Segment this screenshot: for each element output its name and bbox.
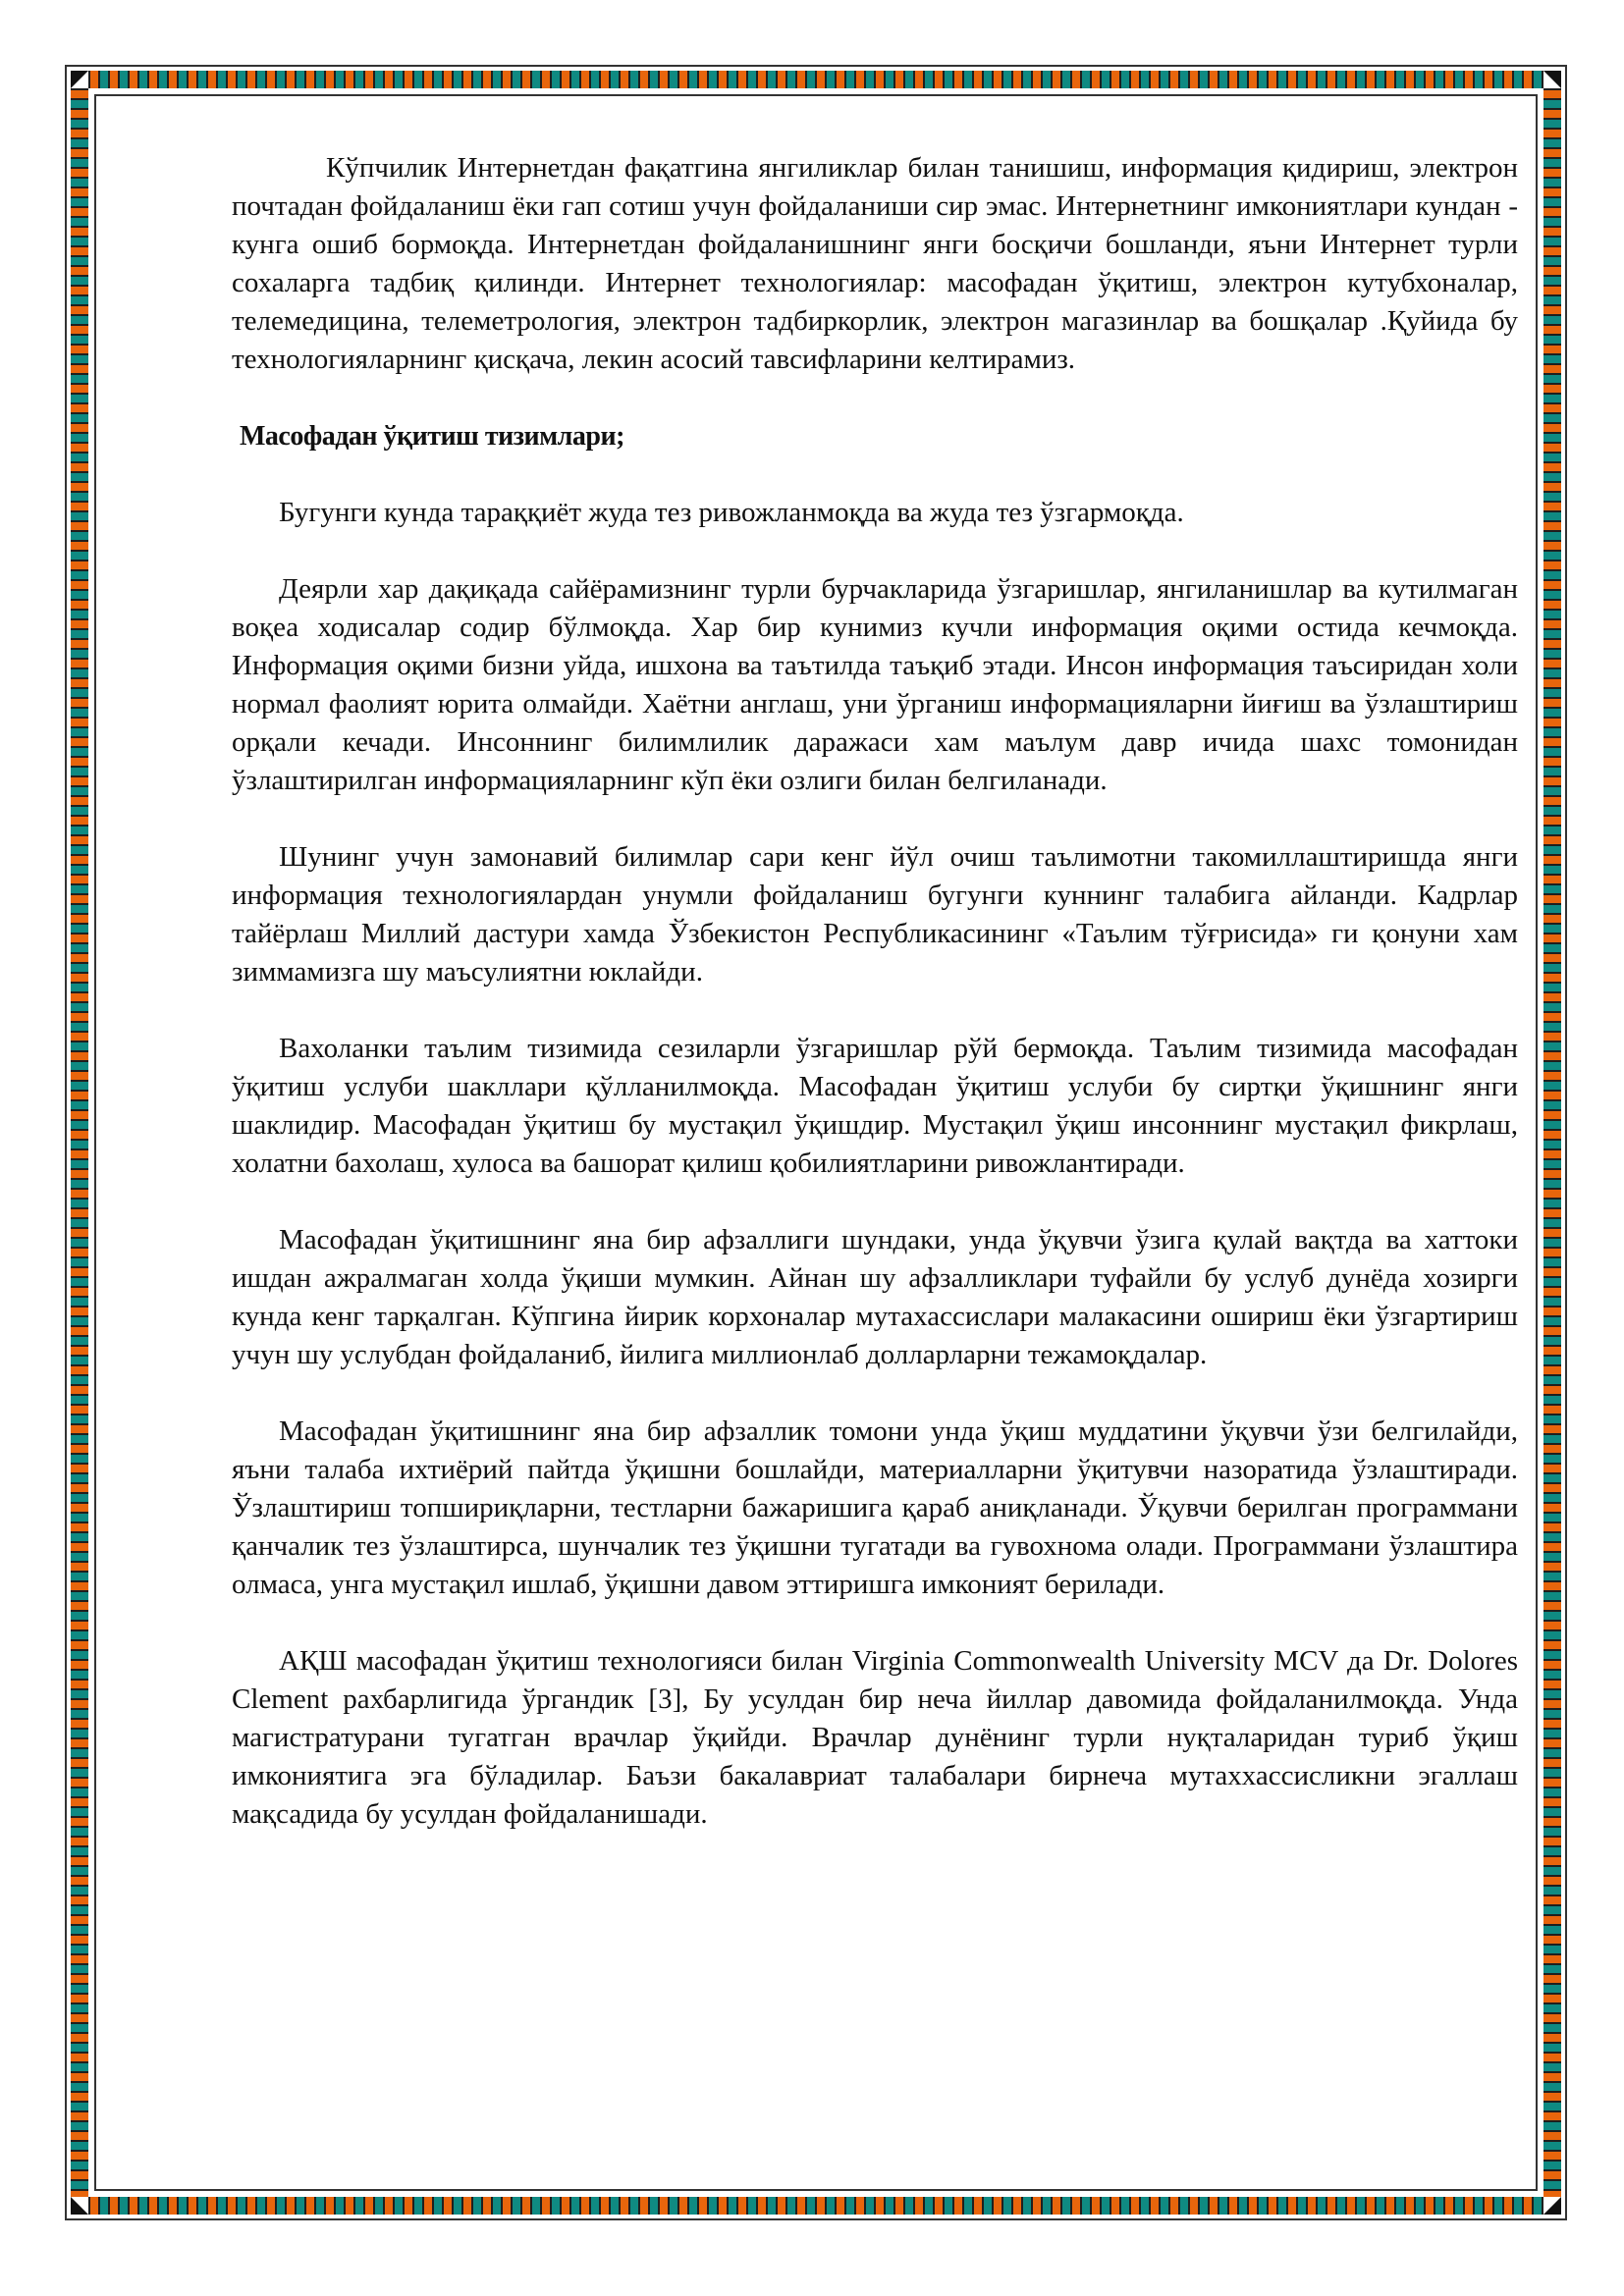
decorative-border-bottom	[71, 2197, 1561, 2215]
body-paragraph: Масофадан ўқитишнинг яна бир афзаллик томони унда ўқиш муддатини ўқувчи ўзи белгилайди, яъни талаба ихтиёрий пайтда ўқишни бошлайди, материалларни ўқитувчи назоратида ўзлаштиради. Ўзлаштириш топшириқларни, тестларни бажаришига қараб аниқланади. Ўқувчи берилган программани қанчалик тез ўзлаштирса, шунчалик тез ўқишни тугатади ва гувохнома олади. Программани ўзлаштира олмаса, унга мустақил ишлаб, ўқишни давом эттиришга имконият берилади.	[232, 1415, 1518, 1600]
body-paragraph: АҚШ масофадан ўқитиш технологияси билан Virginia Commonwealth University MCV да Dr. Dolores Clement рахбарлигида ўргандик [3], Бу усулдан бир неча йиллар давомида фойдаланилмоқда. Унда магистратурани тугатган врачлар ўқийди. Врачлар дунёнинг турли нуқталаридан туриб ўқиш имкониятига эга бўладилар. Баъзи бакалавриат талабалари бирнеча мутаххассисликни эгаллаш мақсадида бу усулдан фойдаланишади.	[232, 1645, 1518, 1830]
body-paragraph: Бугунги кунда тараққиёт жуда тез ривожланмоқда ва жуда тез ўзгармоқда.	[279, 497, 1184, 528]
body-paragraph: Деярли хар дақиқада сайёрамизнинг турли бурчакларида ўзгаришлар, янгиланишлар ва кутилмаган воқеа ходисалар содир бўлмоқда. Хар бир кунимиз кучли информация оқими остида кечмоқда. Информация оқими бизни уйда, ишхона ва таътилда таъқиб этади. Инсон информация таъсиридан холи нормал фаолият юрита олмайди. Хаётни англаш, уни ўрганиш информацияларни йиғиш ва ўзлаштириш орқали кечади. Инсоннинг билимлилик даражаси хам маълум давр ичида шахс томонидан ўзлаштирилган информацияларнинг кўп ёки озлиги билан белгиланади.	[232, 573, 1518, 796]
intro-paragraph: Кўпчилик Интернетдан фақатгина янгиликлар билан танишиш, информация қидириш, электрон почтадан фойдаланиш ёки гап сотиш учун фойдаланиши сир эмас. Интернетнинг имкониятлари кундан - кунга ошиб бормоқда. Интернетдан фойдаланишнинг янги босқичи бошланди, яъни Интернет турли сохаларга тадбиқ қилинди. Интернет технологиялар: масофадан ўқитиш, электрон кутубхоналар, телемедицина, телеметрология, электрон тадбиркорлик, электрон магазинлар ва бошқалар .Қуйида бу технологияларнинг қисқача, лекин асосий тавсифларини келтирамиз.	[232, 152, 1518, 375]
body-paragraph: Вахоланки таълим тизимида сезиларли ўзгаришлар рўй бермоқда. Таълим тизимида масофадан ўқитиш услуби шакллари қўлланилмоқда. Масофадан ўқитиш услуби бу сиртқи ўқишнинг янги шаклидир. Масофадан ўқитиш бу мустақил ўқишдир. Мустақил ўқиш инсоннинг мустақил фикрлаш, холатни бахолаш, хулоса ва башорат қилиш қобилиятларини ривожлантиради.	[232, 1033, 1518, 1179]
corner-ornament-bottom-right	[1543, 2197, 1561, 2215]
decorative-border-left	[71, 71, 88, 2215]
body-paragraph: Масофадан ўқитишнинг яна бир афзаллиги шундаки, унда ўқувчи ўзига қулай вақтда ва хаттоки ишдан ажралмаган холда ўқиши мумкин. Айнан шу афзалликлари туфайли бу услуб дунёда хозирги кунда кенг тарқалган. Кўпгина йирик корхоналар мутахассислари малакасини ошириш ёки ўзгартириш учун шу услубдан фойдаланиб, йилига миллионлаб долларларни тежамоқдалар.	[232, 1224, 1518, 1370]
decorative-border-right	[1543, 71, 1561, 2215]
corner-ornament-top-right	[1543, 71, 1561, 88]
corner-ornament-top-left	[71, 71, 88, 88]
body-paragraph: Шунинг учун замонавий билимлар сари кенг йўл очиш таълимотни такомиллаштиришда янги информация технологиялардан унумли фойдаланиш бугунги куннинг талабига айланди. Кадрлар тайёрлаш Миллий дастури хамда Ўзбекистон Республикасининг «Таълим тўғрисида» ги қонуни хам зиммамизга шу маъсулиятни юклайди.	[232, 841, 1518, 988]
page-body	[232, 149, 1518, 1872]
corner-ornament-bottom-left	[71, 2197, 88, 2215]
section-heading: Масофадан ўқитиш тизимлари;	[240, 421, 624, 452]
decorative-border-top	[71, 71, 1561, 88]
